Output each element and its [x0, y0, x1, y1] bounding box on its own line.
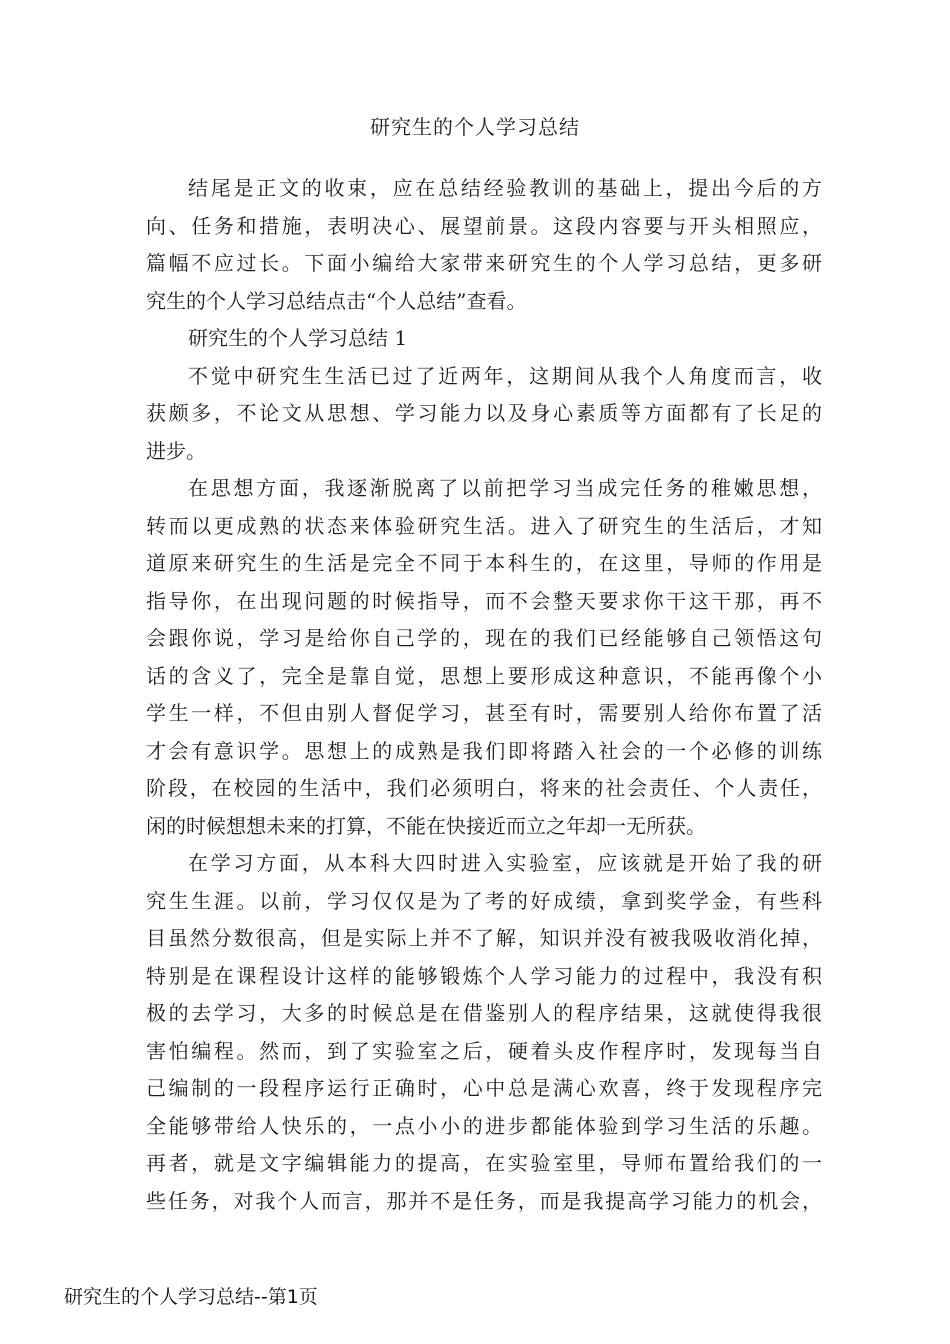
text-line: 在思想方面，我逐渐脱离了以前把学习当成完任务的稚嫩思想，	[188, 476, 822, 500]
text-line: 再者，就是文字编辑能力的提高，在实验室里，导师布置给我们的一	[146, 1151, 822, 1175]
text-line: 转而以更成熟的状态来体验研究生活。进入了研究生的生活后，才知	[146, 513, 822, 538]
text-line: 害怕编程。然而，到了实验室之后，硬着头皮作程序时，发现每当自	[146, 1038, 822, 1063]
text-line: 指导你，在出现问题的时候指导，而不会整天要求你干这干那，再不	[146, 588, 822, 613]
text-line: 在学习方面，从本科大四时进入实验室，应该就是开始了我的研	[188, 851, 822, 875]
document-title: 研究生的个人学习总结	[370, 115, 580, 139]
text-line: 特别是在课程设计这样的能够锻炼个人学习能力的过程中，我没有积	[146, 963, 822, 988]
text-line: 才会有意识学。思想上的成熟是我们即将踏入社会的一个必修的训练	[146, 738, 822, 763]
text-line: 进步。	[146, 438, 206, 463]
text-line: 极的去学习，大多的时候总是在借鉴别人的程序结果，这就使得我很	[146, 1001, 822, 1025]
text-line: 目虽然分数很高，但是实际上并不了解，知识并没有被我吸收消化掉，	[146, 926, 822, 950]
text-line: 不觉中研究生生活已过了近两年，这期间从我个人角度而言，收	[188, 363, 822, 388]
text-line: 究生的个人学习总结点击“个人总结”查看。	[146, 288, 527, 313]
text-line: 结尾是正文的收束，应在总结经验教训的基础上，提出今后的方	[188, 176, 822, 200]
text-line: 研究生的个人学习总结 1	[188, 326, 408, 350]
text-line: 闲的时候想想未来的打算，不能在快接近而立之年却一无所获。	[146, 813, 706, 838]
text-line: 获颇多，不论文从思想、学习能力以及身心素质等方面都有了长足的	[146, 401, 822, 425]
text-line: 话的含义了，完全是靠自觉，思想上要形成这种意识，不能再像个小	[146, 663, 822, 688]
text-line: 己编制的一段程序运行正确时，心中总是满心欢喜，终于发现程序完	[146, 1076, 822, 1100]
text-line: 阶段，在校园的生活中，我们必须明白，将来的社会责任、个人责任，	[146, 776, 822, 800]
text-line: 篇幅不应过长。下面小编给大家带来研究生的个人学习总结，更多研	[146, 251, 822, 275]
text-line: 会跟你说，学习是给你自己学的，现在的我们已经能够自己领悟这句	[146, 626, 822, 650]
text-line: 全能够带给人快乐的，一点小小的进步都能体验到学习生活的乐趣。	[146, 1113, 822, 1138]
text-line: 究生生涯。以前，学习仅仅是为了考的好成绩，拿到奖学金，有些科	[146, 888, 822, 913]
text-line: 学生一样，不但由别人督促学习，甚至有时，需要别人给你布置了活	[146, 701, 822, 725]
text-line: 向、任务和措施，表明决心、展望前景。这段内容要与开头相照应，	[146, 213, 822, 238]
text-line: 道原来研究生的生活是完全不同于本科生的，在这里，导师的作用是	[146, 551, 822, 575]
document-body	[146, 170, 822, 1220]
page-footer: 研究生的个人学习总结--第1页	[64, 1286, 318, 1308]
text-line: 些任务，对我个人而言，那并不是任务，而是我提高学习能力的机会，	[146, 1188, 822, 1213]
